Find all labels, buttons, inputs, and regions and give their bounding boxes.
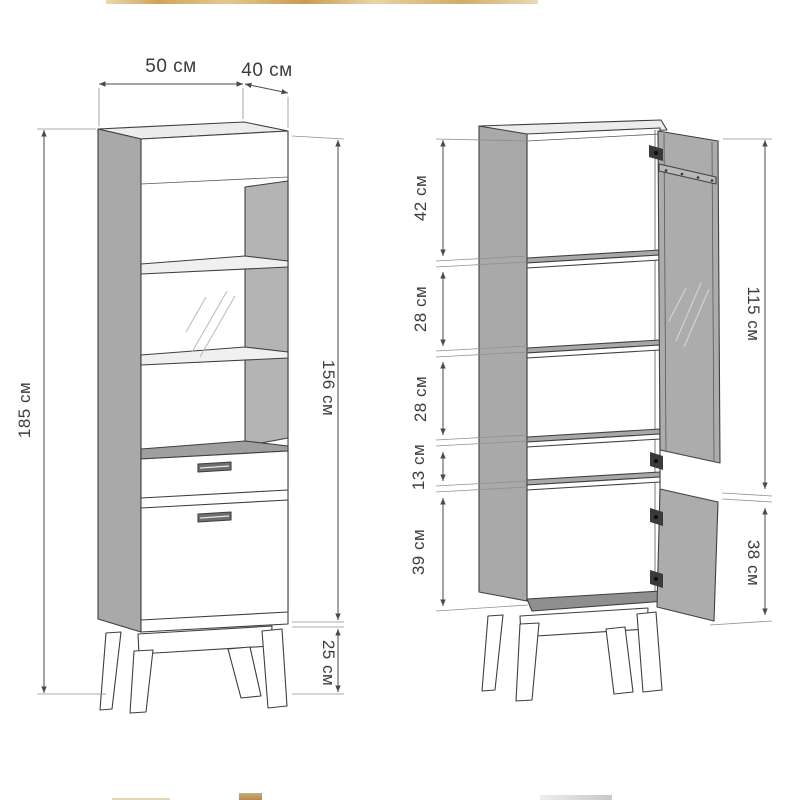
dim-label-section4: 13 см xyxy=(409,443,428,491)
depth-dim-line xyxy=(245,84,288,93)
dim-label-leg-height: 25 см xyxy=(319,639,338,687)
dim-label-section2: 28 см xyxy=(411,285,430,333)
dim-label-depth: 40 см xyxy=(241,60,293,81)
dim-label-lower-door: 38 см xyxy=(744,539,763,587)
drawer-front xyxy=(141,451,288,498)
dim-label-section1: 42 см xyxy=(411,174,430,222)
wood-block-fragment-bottom xyxy=(239,793,262,800)
dim-label-width: 50 см xyxy=(145,56,197,77)
cabinet-left-side-panel-open xyxy=(479,126,527,601)
open-lower-door xyxy=(650,489,718,621)
cabinet-left-side-panel xyxy=(98,129,141,632)
lower-door-panel xyxy=(657,489,718,621)
dim-label-total-height: 185 см xyxy=(15,381,34,439)
dim-label-glass-door: 115 см xyxy=(744,286,763,342)
gray-fragment-bottom xyxy=(540,795,612,800)
interior-back-wall xyxy=(527,128,660,601)
dim-label-section5: 39 см xyxy=(409,528,428,576)
wood-plank-fragment-top xyxy=(106,0,538,4)
dim-label-body-height: 156 см xyxy=(319,359,338,417)
open-cabinet-view xyxy=(409,120,772,701)
open-glass-door xyxy=(649,131,720,470)
closed-cabinet-view xyxy=(15,56,344,713)
dim-label-section3: 28 см xyxy=(411,375,430,423)
interior-right-wall xyxy=(245,181,288,446)
